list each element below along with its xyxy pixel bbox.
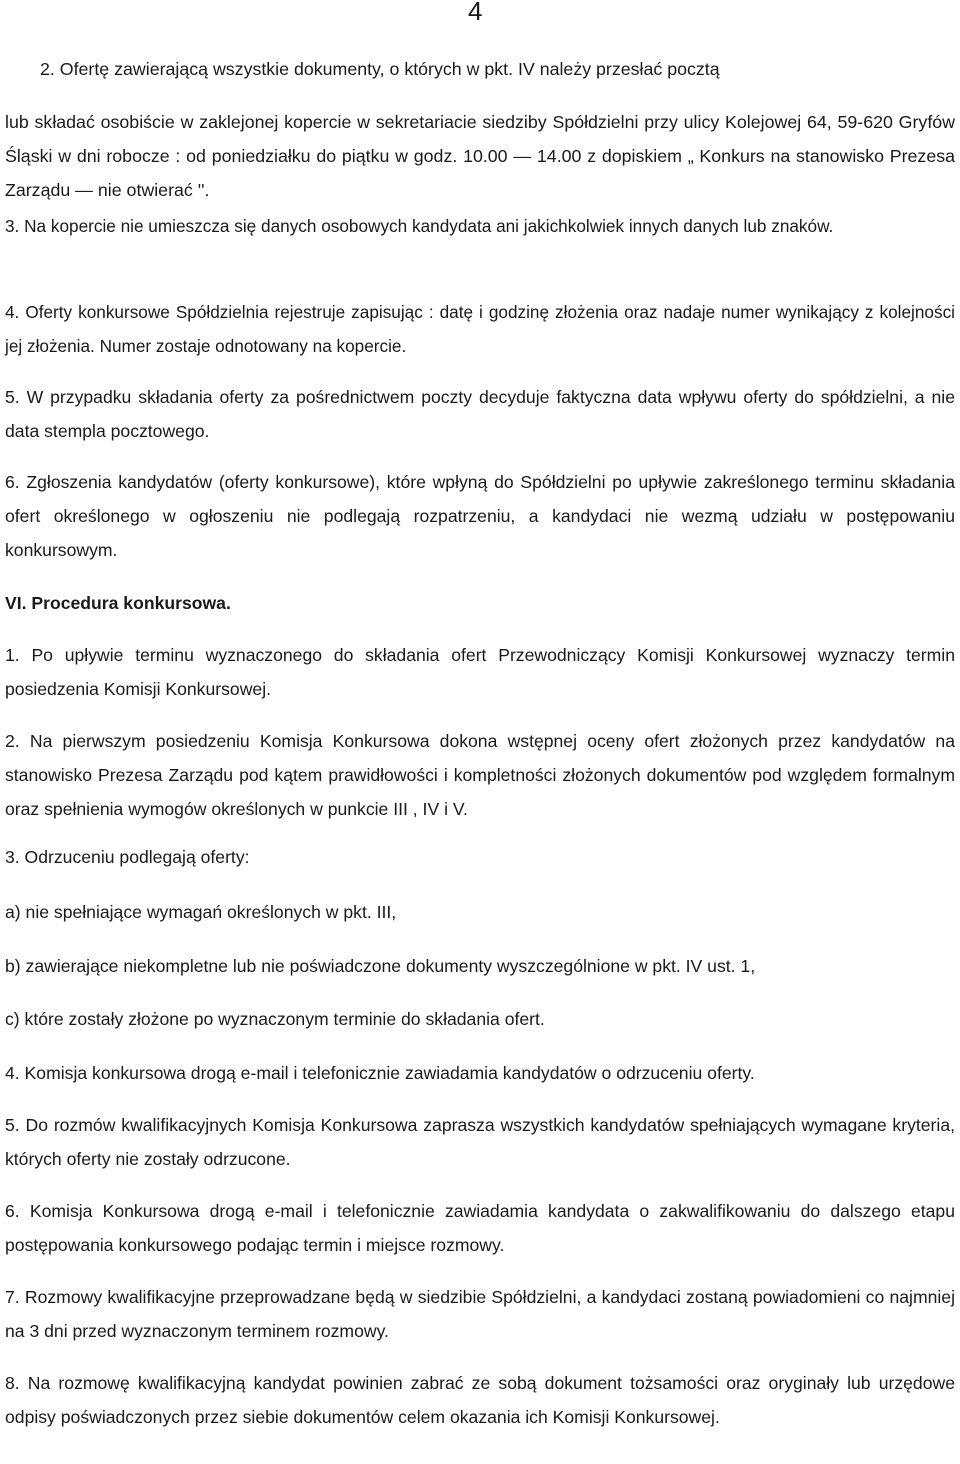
paragraph-iv-2-continuation: lub składać osobiście w zaklejonej kopercie w sekretariacie siedziby Spółdzielni przy ulicy Kolejowej 64, 59-620 Gryfów Śląski w dni robocze : od poniedziałku do piątku w godz. 10.00 — 14.00 z dopiskiem „ Konkurs na stanowisko Prezesa Zarządu — nie otwierać ''.: [5, 112, 955, 200]
paragraph-vi-2: 2. Na pierwszym posiedzeniu Komisja Konkursowa dokona wstępnej oceny ofert złożonych przez kandydatów na stanowisko Prezesa Zarządu pod kątem prawidłowości i kompletności złożonych dokumentów pod względem formalnym oraz spełnienia wymogów określonych w punkcie III , IV i V.: [5, 731, 955, 819]
paragraph-vi-3b: b) zawierające niekompletne lub nie poświadczone dokumenty wyszczególnione w pkt. IV ust. 1,: [5, 956, 756, 976]
page-number: 4: [468, 0, 483, 26]
paragraph-vi-7: 7. Rozmowy kwalifikacyjne przeprowadzane będą w siedzibie Spółdzielni, a kandydaci zostaną powiadomieni co najmniej na 3 dni przed wyznaczonym terminem rozmowy.: [5, 1287, 955, 1341]
paragraph-vi-6: 6. Komisja Konkursowa drogą e-mail i telefonicznie zawiadamia kandydata o zakwalifikowaniu do dalszego etapu postępowania konkursowego podając termin i miejsce rozmowy.: [5, 1201, 955, 1255]
paragraph-iv-3: 3. Na kopercie nie umieszcza się danych osobowych kandydata ani jakichkolwiek innych danych lub znaków.: [5, 216, 834, 236]
paragraph-vi-1: 1. Po upływie terminu wyznaczonego do składania ofert Przewodniczący Komisji Konkursowej wyznaczy termin posiedzenia Komisji Konkursowej.: [5, 645, 955, 699]
paragraph-vi-3c: c) które zostały złożone po wyznaczonym terminie do składania ofert.: [5, 1009, 545, 1029]
paragraph-iv-4: 4. Oferty konkursowe Spółdzielnia rejestruje zapisując : datę i godzinę złożenia oraz nadaje numer wynikający z kolejności jej złożenia. Numer zostaje odnotowany na kopercie.: [5, 302, 955, 356]
paragraph-vi-8: 8. Na rozmowę kwalifikacyjną kandydat powinien zabrać ze sobą dokument tożsamości oraz oryginały lub urzędowe odpisy poświadczonych przez siebie dokumentów celem okazania ich Komisji Konkursowej.: [5, 1373, 955, 1427]
paragraph-vi-4: 4. Komisja konkursowa drogą e-mail i telefonicznie zawiadamia kandydatów o odrzuceniu oferty.: [5, 1063, 755, 1083]
paragraph-vi-5: 5. Do rozmów kwalifikacyjnych Komisja Konkursowa zaprasza wszystkich kandydatów spełniających wymagane kryteria, których oferty nie zostały odrzucone.: [5, 1115, 955, 1169]
paragraph-iv-5: 5. W przypadku składania oferty za pośrednictwem poczty decyduje faktyczna data wpływu oferty do spółdzielni, a nie data stempla pocztowego.: [5, 387, 955, 441]
paragraph-vi-3a: a) nie spełniające wymagań określonych w pkt. III,: [5, 902, 397, 922]
paragraph-vi-3: 3. Odrzuceniu podlegają oferty:: [5, 847, 250, 867]
paragraph-iv-6: 6. Zgłoszenia kandydatów (oferty konkursowe), które wpłyną do Spółdzielni po upływie zakreślonego terminu składania ofert określonego w ogłoszeniu nie podlegają rozpatrzeniu, a kandydaci nie wezmą udziału w postępowaniu konkursowym.: [5, 472, 955, 560]
section-heading-vi: VI. Procedura konkursowa.: [5, 593, 231, 613]
paragraph-iv-2-first-line: 2. Ofertę zawierającą wszystkie dokumenty, o których w pkt. IV należy przesłać pocztą: [40, 59, 720, 79]
